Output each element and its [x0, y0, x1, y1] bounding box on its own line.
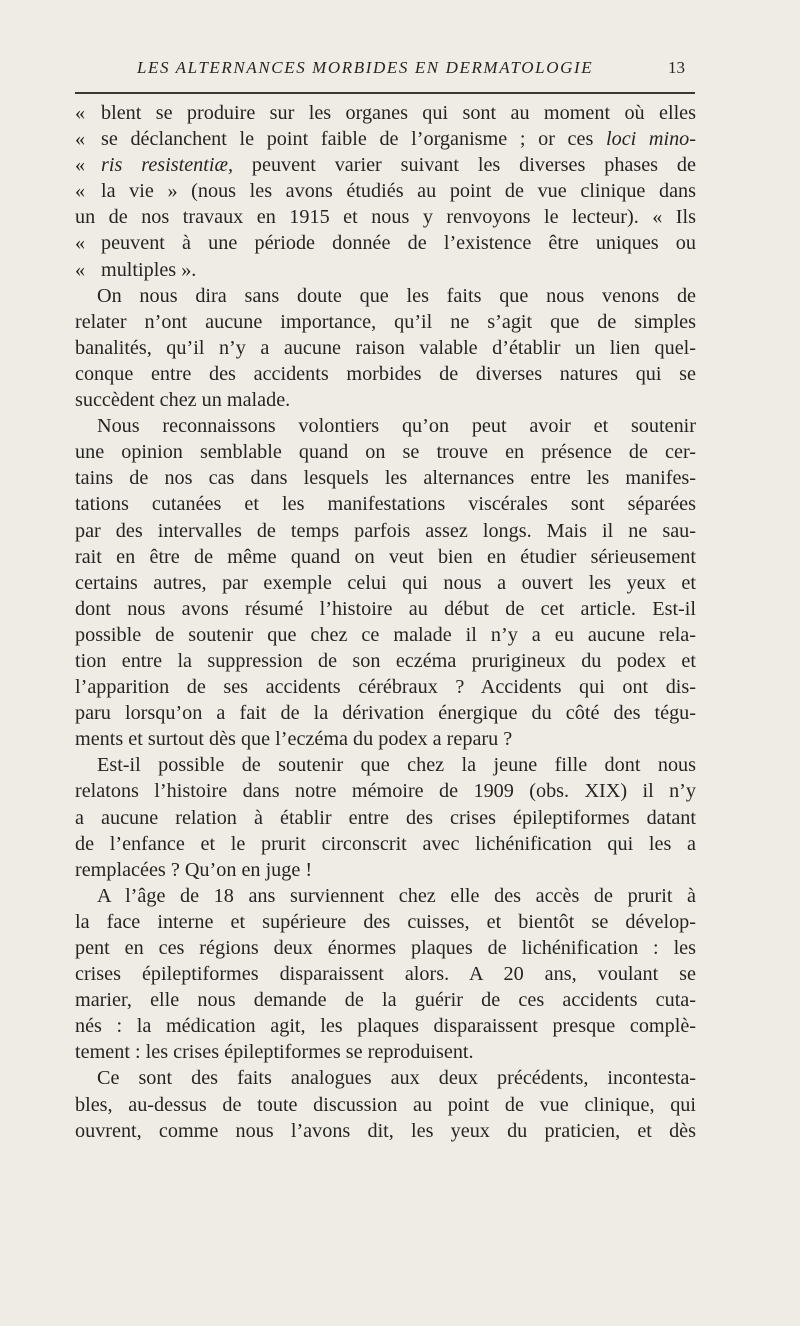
text-line	[75, 204, 696, 230]
quote-mark: «	[75, 154, 86, 177]
line-text: paru lorsqu’on a fait de la dérivation énergique du côté des tégu-	[75, 702, 696, 725]
line-text: Ce sont des faits analogues aux deux précédents, incontesta-	[97, 1067, 696, 1090]
line-text: Nous reconnaissons volontiers qu’on peut avoir et soutenir	[97, 415, 696, 438]
text-line	[75, 491, 696, 517]
line-text: ouvrent, comme nous l’avons dit, les yeux du praticien, et dès	[75, 1119, 696, 1142]
line-text: crises épileptiformes disparaissent alors. A 20 ans, voulant se	[75, 963, 696, 986]
text-line	[75, 361, 696, 387]
line-text: tains de nos cas dans lesquels les alternances entre les manifes-	[75, 467, 696, 490]
line-text: tations cutanées et les manifestations viscérales sont séparées	[75, 493, 696, 516]
text-line	[75, 570, 696, 596]
text-line	[75, 883, 696, 909]
text-line	[75, 544, 696, 570]
line-text: un de nos travaux en 1915 et nous y renvoyons le lecteur). « Ils	[75, 206, 696, 229]
text-line	[75, 257, 696, 283]
text-line	[75, 935, 696, 961]
text-line	[75, 439, 696, 465]
line-text: relatons l’histoire dans notre mémoire de 1909 (obs. XIX) il n’y	[75, 780, 696, 803]
text-line	[75, 100, 696, 126]
page-number: 13	[668, 58, 685, 77]
line-text: pent en ces régions deux énormes plaques de lichénification : les	[75, 937, 696, 959]
line-text: relater n’ont aucune importance, qu’il ne s’agit que de simples	[75, 310, 696, 333]
line-text: se déclanchent le point faible de l’organisme ; or ces	[101, 128, 594, 151]
text-line	[75, 1092, 696, 1118]
line-text: possible de soutenir que chez ce malade il n’y a eu aucune rela-	[75, 623, 696, 646]
text-line	[75, 126, 696, 152]
quote-mark: «	[75, 128, 86, 151]
italic-text: ris resistentiæ,	[101, 154, 233, 177]
line-text: marier, elle nous demande de la guérir de ces accidents cuta-	[75, 989, 696, 1012]
line-text: multiples ».	[101, 258, 197, 281]
text-line	[75, 1065, 696, 1091]
text-line	[75, 857, 696, 883]
line-text: succèdent chez un malade.	[75, 389, 291, 412]
text-line	[75, 726, 696, 752]
text-line	[75, 831, 696, 857]
quote-mark: «	[75, 232, 86, 255]
text-line	[75, 1039, 696, 1065]
line-text: peuvent à une période donnée de l’existence être uniques ou	[101, 232, 696, 255]
text-line	[75, 752, 696, 778]
text-line	[75, 465, 696, 491]
line-text: conque entre des accidents morbides de diverses natures qui se	[75, 362, 696, 385]
line-text: blent se produire sur les organes qui sont au moment où elles	[101, 102, 696, 124]
text-line	[75, 909, 696, 935]
text-line	[75, 152, 696, 178]
line-text: Est-il possible de soutenir que chez la jeune fille dont nous	[97, 754, 696, 777]
quote-mark: «	[75, 102, 86, 124]
text-line	[75, 1013, 696, 1039]
line-text: On nous dira sans doute que les faits que nous venons de	[97, 284, 696, 307]
line-text: rait en être de même quand on veut bien en étudier sérieusement	[75, 545, 696, 568]
text-line	[75, 335, 696, 361]
text-line	[75, 413, 696, 439]
italic-text: loci mino-	[593, 128, 696, 151]
text-line	[75, 309, 696, 335]
line-text: nés : la médication agit, les plaques disparaissent presque complè-	[75, 1015, 696, 1038]
text-line	[75, 178, 696, 204]
line-text: banalités, qu’il n’y a aucune raison valable d’établir un lien quel-	[75, 336, 696, 359]
text-line	[75, 518, 696, 544]
line-text: a aucune relation à établir entre des crises épileptiformes datant	[75, 806, 696, 829]
line-text: remplacées ? Qu’on en juge !	[75, 858, 313, 881]
text-line	[75, 1118, 696, 1144]
body-text	[75, 100, 696, 1144]
text-line	[75, 987, 696, 1013]
line-text: bles, au-dessus de toute discussion au point de vue clinique, qui	[75, 1093, 696, 1116]
text-line	[75, 700, 696, 726]
header-rule	[75, 92, 695, 94]
text-line	[75, 622, 696, 648]
line-text: ments et surtout dès que l’eczéma du podex a reparu ?	[75, 728, 513, 751]
quote-mark: «	[75, 258, 86, 281]
quote-mark: «	[75, 180, 86, 203]
line-text: peuvent varier suivant les diverses phases de	[233, 154, 696, 177]
text-line	[75, 778, 696, 804]
running-title: LES ALTERNANCES MORBIDES EN DERMATOLOGIE	[137, 58, 594, 77]
line-text: l’apparition de ses accidents cérébraux ? Accidents qui ont dis-	[75, 676, 696, 699]
text-line	[75, 805, 696, 831]
line-text: certains autres, par exemple celui qui nous a ouvert les yeux et	[75, 571, 696, 594]
text-line	[75, 961, 696, 987]
line-text: la face interne et supérieure des cuisses, et bientôt se dévelop-	[75, 910, 696, 933]
line-text: tion entre la suppression de son eczéma prurigineux du podex et	[75, 649, 696, 672]
text-line	[75, 674, 696, 700]
text-line	[75, 596, 696, 622]
line-text: A l’âge de 18 ans surviennent chez elle des accès de prurit à	[97, 884, 696, 907]
text-line	[75, 230, 696, 256]
text-line	[75, 283, 696, 309]
line-text: dont nous avons résumé l’histoire au début de cet article. Est-il	[75, 597, 696, 620]
text-line	[75, 648, 696, 674]
line-text: par des intervalles de temps parfois assez longs. Mais il ne sau-	[75, 519, 696, 542]
page-header	[75, 58, 695, 84]
text-line	[75, 387, 696, 413]
line-text: une opinion semblable quand on se trouve en présence de cer-	[75, 441, 696, 464]
line-text: tement : les crises épileptiformes se reproduisent.	[75, 1041, 474, 1064]
line-text: la vie » (nous les avons étudiés au point de vue clinique dans	[101, 180, 696, 203]
line-text: de l’enfance et le prurit circonscrit avec lichénification qui les a	[75, 832, 696, 855]
